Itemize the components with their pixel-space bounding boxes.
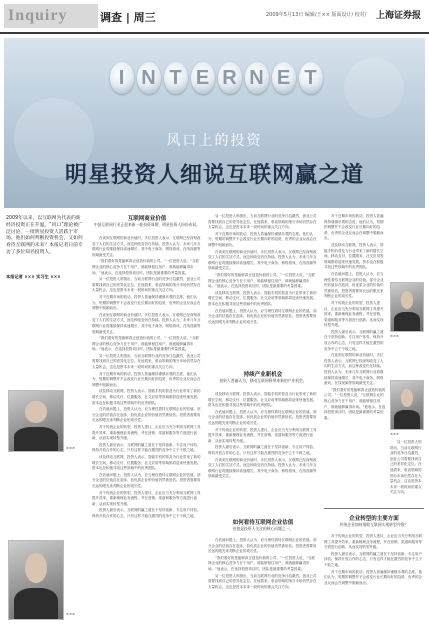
paragraph: “我们看好的是能够真正创造价值的公司。”一位投资人说，“互联网企业的核心竞争力在于用户，谁能够留住用户，谁就能够赢得市场。”他表示，在选择投资项目时，团队是最重要的考量因素。 bbox=[208, 555, 315, 571]
inquiry-label: Inquiry bbox=[8, 7, 68, 24]
paragraph: 投资人最后表示，互联网的赢之道在于坚持创新、专注用户体验、保持开放合作的心态，只有这样才能在激烈的竞争中立于不败之地。 bbox=[92, 508, 201, 518]
paragraph: 在谈到互联网的商业价值时，多位投资人表示，互联网已经深刻改变了人们的生活方式，而这种改变仍在持续。投资人认为，未来几年互联网行业将继续保持高速增长，其中电子商务、网络游戏、在线视频等领域最受关注。 bbox=[208, 457, 317, 479]
article-column bbox=[324, 534, 424, 622]
article-column bbox=[208, 392, 318, 512]
section-heading: 如何看待互联网企业估值 bbox=[232, 520, 294, 526]
paragraph: “我们看好的是能够真正创造价值的公司。”一位投资人说，“互联网企业的核心竞争力在于用户，谁能够留住用户，谁就能够赢得市场。”他表示，在选择投资项目时，团队是最重要的考量因素。 bbox=[324, 387, 386, 420]
paragraph: 谈及移动互联网，投资人表示，智能手机的普及为行业带来了新的增长空间，移动支付、位置服务、社交应用等领域都将迎来快速发展。资本也在积极寻找这些领域中的优秀团队。 bbox=[92, 454, 201, 471]
paragraph: 另一位投资人则指出，当前互联网行业的竞争日趋激烈，创业公司需要找到自己的差异化定位。在他看来，垂直领域的细分市场仍然存在大量机会，这也是资本未来一段时间的重点关注方向。 bbox=[390, 440, 422, 495]
paragraph: 在估值问题上，投资人认为，应当理性看待互联网企业的估值。部分企业的估值存在泡沫，但优质企业的价值仍然被低估。投资者需要用长远的眼光来判断企业的成长性。 bbox=[92, 472, 201, 488]
article-column bbox=[208, 214, 318, 364]
photo-caption: ××× bbox=[390, 432, 400, 436]
paragraph: 在估值问题上，投资人认为，应当理性看待互联网企业的估值。部分企业的估值存在泡沫，但优质企业的价值仍然被低估。投资者需要用长远的眼光来判断企业的成长性。 bbox=[208, 409, 317, 425]
paragraph: 谈及移动互联网，投资人表示，智能手机的普及为行业带来了新的增长空间，移动支付、位置服务、社交应用等领域都将迎来快速发展。资本也在积极寻找这些领域中的优秀团队。 bbox=[208, 392, 317, 408]
paragraph: 投资人最后表示，互联网的赢之道在于坚持创新、专注用户体验、保持开放合作的心态，只有这样才能在激烈的竞争中立于不败之地。 bbox=[92, 442, 201, 453]
divider bbox=[324, 508, 424, 509]
letter-ball: E bbox=[191, 62, 215, 94]
section-heading: 持续产业新机会 bbox=[243, 372, 283, 378]
letter-ball: T bbox=[164, 62, 188, 94]
paragraph: 在估值问题上，投资人认为，应当理性看待互联网企业的估值。部分企业的估值存在泡沫，但优质企业的价值仍然被低估。投资者需要用长远的眼光来判断企业的成长性。 bbox=[208, 308, 317, 324]
letter-ball: E bbox=[272, 62, 296, 94]
paragraph: 在谈到互联网的商业价值时，多位投资人表示，互联网已经深刻改变了人们的生活方式，而这种改变仍在持续。投资人认为，未来几年互联网行业将继续保持高速增长，其中电子商务、网络游戏、在线视频等领域最受关注。 bbox=[208, 249, 317, 271]
letter-ball: R bbox=[218, 62, 242, 94]
paragraph: 另一位投资人则指出，当前互联网行业的竞争日趋激烈，创业公司需要找到自己的差异化定位。在他看来，垂直领域的细分市场仍然存在大量机会，这也是资本未来一段时间的重点关注方向。 bbox=[208, 573, 317, 589]
photo-investor-2 bbox=[8, 540, 64, 620]
page-header bbox=[0, 0, 429, 34]
photo-investor-3 bbox=[390, 282, 424, 332]
paragraph: 另一位投资人则指出，当前互联网行业的竞争日趋激烈，创业公司需要找到自己的差异化定位。在他看来，垂直领域的细分市场仍然存在大量机会，这也是资本未来一段时间的重点关注方向。 bbox=[92, 277, 201, 293]
section-label: 调查 | 周三 bbox=[100, 11, 156, 24]
paragraph: 对于近期市场的波动，投资人普遍保持谨慎乐观的态度。他们认为，短期的调整并不会改变行业长期向好的趋势，优秀的企业反而会在调整中脱颖而出。 bbox=[208, 231, 317, 247]
paragraph: 对于近期市场的波动，投资人普遍保持谨慎乐观的态度。他们认为，短期的调整并不会改变行业长期向好的趋势，优秀的企业反而会在调整中脱颖而出。 bbox=[92, 371, 201, 387]
paragraph: 对于传统企业的转型，投资人建议，企业应当充分利用互联网工具提升效率，重新梳理业务流程，并在营销、渠道和服务等方面进行创新，从而实现转型升级。 bbox=[208, 427, 317, 443]
internet-word-art bbox=[100, 62, 332, 96]
inquiry-tab bbox=[4, 4, 98, 28]
section-heading: 互联网商业价值 bbox=[127, 216, 167, 222]
paragraph: 对于传统企业的转型，投资人建议，企业应当充分利用互联网工具提升效率，重新梳理业务流程，并在营销、渠道和服务等方面进行创新，从而实现转型升级。 bbox=[92, 490, 201, 506]
section-subheading: 投资人普遍认为，移动互联网将带来新的产业机会。 bbox=[219, 378, 307, 383]
paragraph: 谈及移动互联网，投资人表示，智能手机的普及为行业带来了新的增长空间，移动支付、位置服务、社交应用等领域都将迎来快速发展。资本也在积极寻找这些领域中的优秀团队。 bbox=[324, 242, 384, 270]
paragraph: 对于近期市场的波动，投资人普遍保持谨慎乐观的态度。他们认为，短期的调整并不会改变行业长期向好的趋势，优秀的企业反而会在调整中脱颖而出。 bbox=[92, 294, 201, 311]
article-column bbox=[208, 538, 318, 622]
paragraph: 在估值问题上，投资人认为，应当理性看待互联网企业的估值。部分企业的估值存在泡沫，但优质企业的价值仍然被低估。投资者需要用长远的眼光来判断企业的成长性。 bbox=[324, 271, 384, 299]
letter-ball: T bbox=[299, 62, 323, 94]
letter-ball: N bbox=[137, 62, 161, 94]
paragraph: 对于传统企业的转型，投资人建议，企业应当充分利用互联网工具提升效率，重新梳理业务流程，并在营销、渠道和服务等方面进行创新，从而实现转型升级。 bbox=[324, 534, 422, 550]
paragraph: 另一位投资人则指出，当前互联网行业的竞争日趋激烈，创业公司需要找到自己的差异化定位。在他看来，垂直领域的细分市场仍然存在大量机会，这也是资本未来一段时间的重点关注方向。 bbox=[92, 353, 201, 370]
article-title: 明星投资人细说互联网赢之道 bbox=[64, 163, 364, 188]
paragraph: 投资人最后表示，互联网的赢之道在于坚持创新、专注用户体验、保持开放合作的心态，只有这样才能在激烈的竞争中立于不败之地。 bbox=[324, 329, 384, 351]
letter-ball: N bbox=[245, 62, 269, 94]
byline: 本报记者 ××× 实习生 ××× bbox=[6, 274, 61, 279]
photo-caption: ××× bbox=[390, 334, 400, 338]
decorative-bubble bbox=[344, 58, 404, 118]
issue-meta: 2009年5月13日 编辑/王×× 版面设计/ 校对/ bbox=[266, 12, 367, 18]
letter-ball: I bbox=[110, 62, 134, 94]
paragraph: 谈及移动互联网，投资人表示，智能手机的普及为行业带来了新的增长空间，移动支付、位置服务、社交应用等领域都将迎来快速发展。资本也在积极寻找这些领域中的优秀团队。 bbox=[208, 290, 317, 306]
paragraph: 在谈到互联网的商业价值时，多位投资人表示，互联网已经深刻改变了人们的生活方式，而这种改变仍在持续。投资人认为，未来几年互联网行业将继续保持高速增长，其中电子商务、网络游戏、在线视频等领域最受关注。 bbox=[92, 312, 201, 334]
paragraph: 在谈到互联网的商业价值时，多位投资人表示，互联网已经深刻改变了人们的生活方式，而这种改变仍在持续。投资人认为，未来几年互联网行业将继续保持高速增长，其中电子商务、网络游戏、在线视频等领域最受关注。 bbox=[92, 236, 201, 257]
article-column bbox=[390, 440, 424, 496]
paragraph: 另一位投资人则指出，当前互联网行业的竞争日趋激烈，创业公司需要找到自己的差异化定位。在他看来，垂直领域的细分市场仍然存在大量机会，这也是资本未来一段时间的重点关注方向。 bbox=[208, 214, 317, 230]
section-subheading: 中国互联网行业正迎来新一轮投资周期，明星投资人纷纷布局。 bbox=[93, 222, 201, 227]
paragraph: 对于传统企业的转型，投资人建议，企业应当充分利用互联网工具提升效率，重新梳理业务流程，并在营销、渠道和服务等方面进行创新，从而实现转型升级。 bbox=[92, 425, 201, 441]
paragraph: 在谈到互联网的商业价值时，多位投资人表示，互联网已经深刻改变了人们的生活方式，而这种改变仍在持续。投资人认为，未来几年互联网行业将继续保持高速增长，其中电子商务、网络游戏、在线视频等领域最受关注。 bbox=[324, 353, 384, 386]
hero-subtitle: 风口上的投资 bbox=[166, 133, 263, 149]
paragraph: “我们看好的是能够真正创造价值的公司。”一位投资人说，“互联网企业的核心竞争力在于用户，谁能够留住用户，谁就能够赢得市场。”他表示，在选择投资项目时，团队是最重要的考量因素。 bbox=[92, 336, 199, 352]
paragraph: 在估值问题上，投资人认为，应当理性看待互联网企业的估值。部分企业的估值存在泡沫，但优质企业的价值仍然被低估。投资者需要用长远的眼光来判断企业的成长性。 bbox=[208, 538, 317, 554]
paragraph: 投资人最后表示，互联网的赢之道在于坚持创新、专注用户体验、保持开放合作的心态，只有这样才能在激烈的竞争中立于不败之地。 bbox=[208, 445, 317, 455]
paragraph: 对于近期市场的波动，投资人普遍保持谨慎乐观的态度。他们认为，短期的调整并不会改变行业长期向好的趋势，优秀的企业反而会在调整中脱颖而出。 bbox=[324, 569, 422, 585]
paragraph: “我们看好的是能够真正创造价值的公司。”一位投资人说，“互联网企业的核心竞争力在于用户，谁能够留住用户，谁就能够赢得市场。”他表示，在选择投资项目时，团队是最重要的考量因素。 bbox=[208, 272, 315, 289]
section-subheading: 传统企业如何借助互联网实现转型升级？ bbox=[339, 522, 409, 527]
article-column bbox=[92, 236, 202, 622]
article-lead: 2009年以来，以互联网为代表的新经济投资正在升温，“风口”理论被广泛讨论，一批明星投资人活跃于市场。他们如何判断投资机会，又如何看待互联网的未来？本报记者日前专访了多位知名投资人。 bbox=[6, 216, 83, 255]
paragraph: “我们看好的是能够真正创造价值的公司。”一位投资人说，“互联网企业的核心竞争力在于用户，谁能够留住用户，谁就能够赢得市场。”他表示，在选择投资项目时，团队是最重要的考量因素。 bbox=[92, 259, 199, 275]
photo-investor-1 bbox=[8, 390, 64, 452]
hero-banner bbox=[4, 38, 425, 208]
photo-caption: ××× bbox=[66, 446, 76, 450]
photo-caption: ××× bbox=[66, 612, 76, 616]
photo-investor-4 bbox=[390, 380, 424, 430]
newspaper-name: 上海证券报 bbox=[376, 11, 422, 21]
paragraph: 谈及移动互联网，投资人表示，智能手机的普及为行业带来了新的增长空间，移动支付、位置服务、社交应用等领域都将迎来快速发展。资本也在积极寻找这些领域中的优秀团队。 bbox=[92, 389, 201, 405]
section-heading: 企业转型的主要方面 bbox=[349, 516, 399, 522]
paragraph: 对于近期市场的波动，投资人普遍保持谨慎乐观的态度。他们认为，短期的调整并不会改变行业长期向好的趋势，优秀的企业反而会在调整中脱颖而出。 bbox=[324, 214, 384, 241]
paragraph: 在估值问题上，投资人认为，应当理性看待互联网企业的估值。部分企业的估值存在泡沫，但优质企业的价值仍然被低估。投资者需要用长远的眼光来判断企业的成长性。 bbox=[92, 407, 201, 423]
paragraph: 投资人最后表示，互联网的赢之道在于坚持创新、专注用户体验、保持开放合作的心态，只有这样才能在激烈的竞争中立于不败之地。 bbox=[324, 551, 422, 567]
article-column bbox=[324, 214, 386, 504]
paragraph: 对于传统企业的转型，投资人建议，企业应当充分利用互联网工具提升效率，重新梳理业务流程，并在营销、渠道和服务等方面进行创新，从而实现转型升级。 bbox=[324, 300, 384, 328]
section-subheading: 估值是投资人关注的核心问题之一。 bbox=[232, 526, 294, 531]
